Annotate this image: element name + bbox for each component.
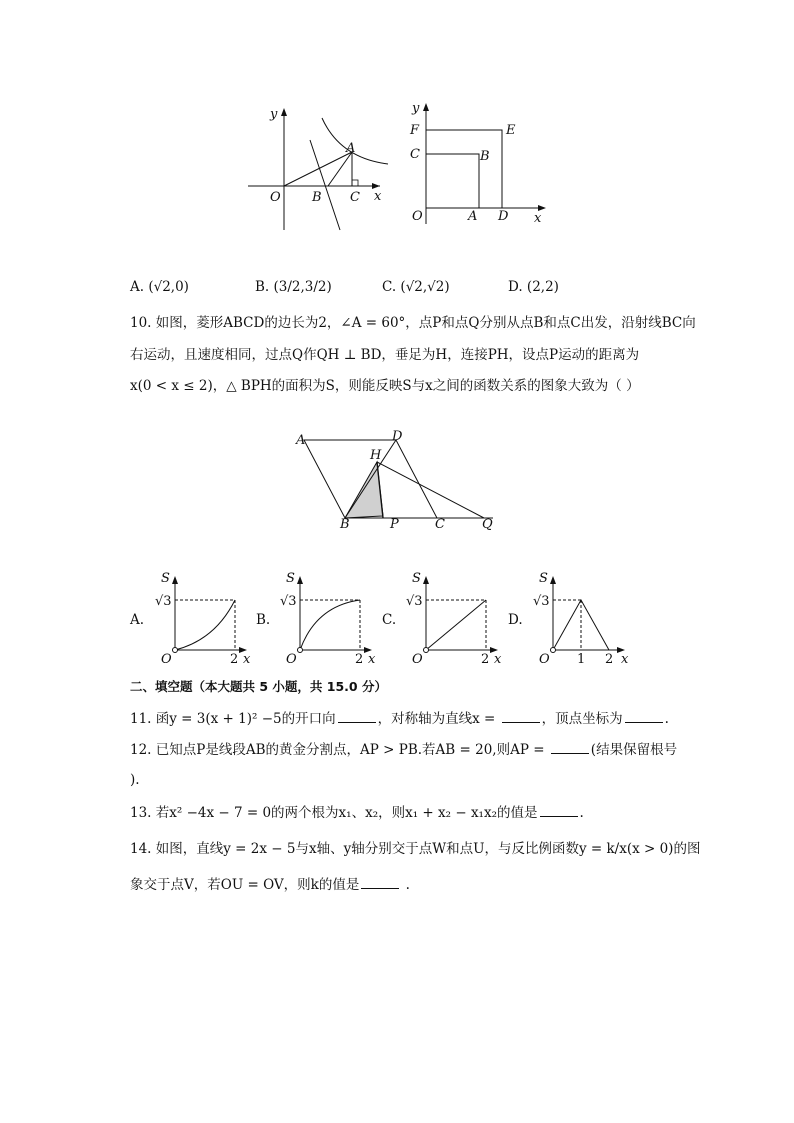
svg-text:S: S [161,571,170,586]
label-a: A [468,209,478,224]
q11-blank-3[interactable] [625,710,663,723]
svg-text:x: x [368,652,376,667]
figure-squares [406,98,556,228]
label-y: y [270,107,278,122]
label-a: A [346,141,356,156]
q12-line-2: ). [130,772,140,788]
figure-rhombus [290,428,505,538]
label-e: E [506,123,516,138]
q10-option-c-label[interactable]: C. [382,612,397,628]
svg-text:O: O [412,652,423,667]
q10-graph-c[interactable] [406,568,506,668]
label-x: x [534,211,542,226]
label-a: A [296,433,306,448]
q14-line-2: 象交于点V，若OU = OV，则k的值是 . [130,877,410,893]
svg-text:2: 2 [230,652,239,667]
svg-text:O: O [161,652,172,667]
label-f: F [410,123,420,138]
svg-text:O: O [286,652,297,667]
q10-option-b-label[interactable]: B. [256,612,271,628]
label-x: x [374,189,382,204]
label-c: C [410,147,420,162]
label-b: B [312,190,322,205]
svg-text:√3: √3 [533,594,550,609]
q9-option-b[interactable]: B. (3/2,3/2) [255,279,332,295]
svg-text:2: 2 [605,652,614,667]
label-c: C [435,517,445,532]
q14: 14. 如图，直线y = 2x − 5与x轴、y轴分别交于点W和点U，与反比例函数y = k/x(x > 0)的图 [130,841,701,857]
svg-text:x: x [621,652,629,667]
q10-graph-d[interactable] [533,568,633,668]
svg-text:√3: √3 [155,594,172,609]
label-h: H [370,448,382,463]
q12: 12. 已知点P是线段AB的黄金分割点，AP > PB.若AB = 20,则AP = (结果保留根号 [130,742,678,758]
q13-blank[interactable] [540,804,578,817]
svg-text:√3: √3 [406,594,423,609]
svg-text:x: x [243,652,251,667]
q10-graph-a[interactable] [155,568,255,668]
label-d: D [392,429,403,444]
q10-option-d-label[interactable]: D. [508,612,523,628]
q11-blank-2[interactable] [502,710,540,723]
svg-text:x: x [494,652,502,667]
svg-text:2: 2 [481,652,490,667]
label-c: C [350,190,360,205]
label-o: O [412,209,423,224]
q9-option-c[interactable]: C. (√2,√2) [382,279,450,295]
svg-text:O: O [539,652,550,667]
label-y: y [412,101,420,116]
label-d: D [498,209,509,224]
q11: 11. 函y = 3(x + 1)² −5的开口向 ，对称轴为直线x = ，顶点坐标为 . [130,711,669,727]
q10-line-3: x(0 < x ≤ 2)，△ BPH的面积为S，则能反映S与x之间的函数关系的图象大致为（ ） [130,378,640,394]
svg-text:S: S [539,571,548,586]
label-b: B [480,149,490,164]
label-p: P [390,517,399,532]
label-o: O [270,190,281,205]
q10-line-2: 右运动，且速度相同，过点Q作QH ⊥ BD，垂足为H，连接PH，设点P运动的距离为 [130,347,640,363]
svg-text:2: 2 [355,652,364,667]
svg-text:S: S [286,571,295,586]
svg-text:√3: √3 [280,594,297,609]
q12-blank[interactable] [551,741,589,754]
q14-blank[interactable] [361,876,399,889]
q11-blank-1[interactable] [338,710,376,723]
section-heading: 二、填空题（本大题共 5 小题，共 15.0 分） [130,679,387,694]
q10-graph-b[interactable] [280,568,380,668]
svg-text:S: S [412,571,421,586]
q9-option-a[interactable]: A. (√2,0) [130,279,189,295]
label-q: Q [482,517,493,532]
q13: 13. 若x² −4x − 7 = 0的两个根为x₁、x₂，则x₁ + x₂ − x₁x₂的值是 . [130,805,584,821]
q10-line-1: 10. 如图，菱形ABCD的边长为2，∠A = 60°，点P和点Q分别从点B和点C出发，沿射线BC向 [130,315,696,331]
q10-option-a-label[interactable]: A. [130,612,145,628]
label-b: B [340,517,350,532]
q9-option-d[interactable]: D. (2,2) [508,279,559,295]
figure-hyperbola [240,100,400,235]
svg-text:1: 1 [577,652,586,667]
